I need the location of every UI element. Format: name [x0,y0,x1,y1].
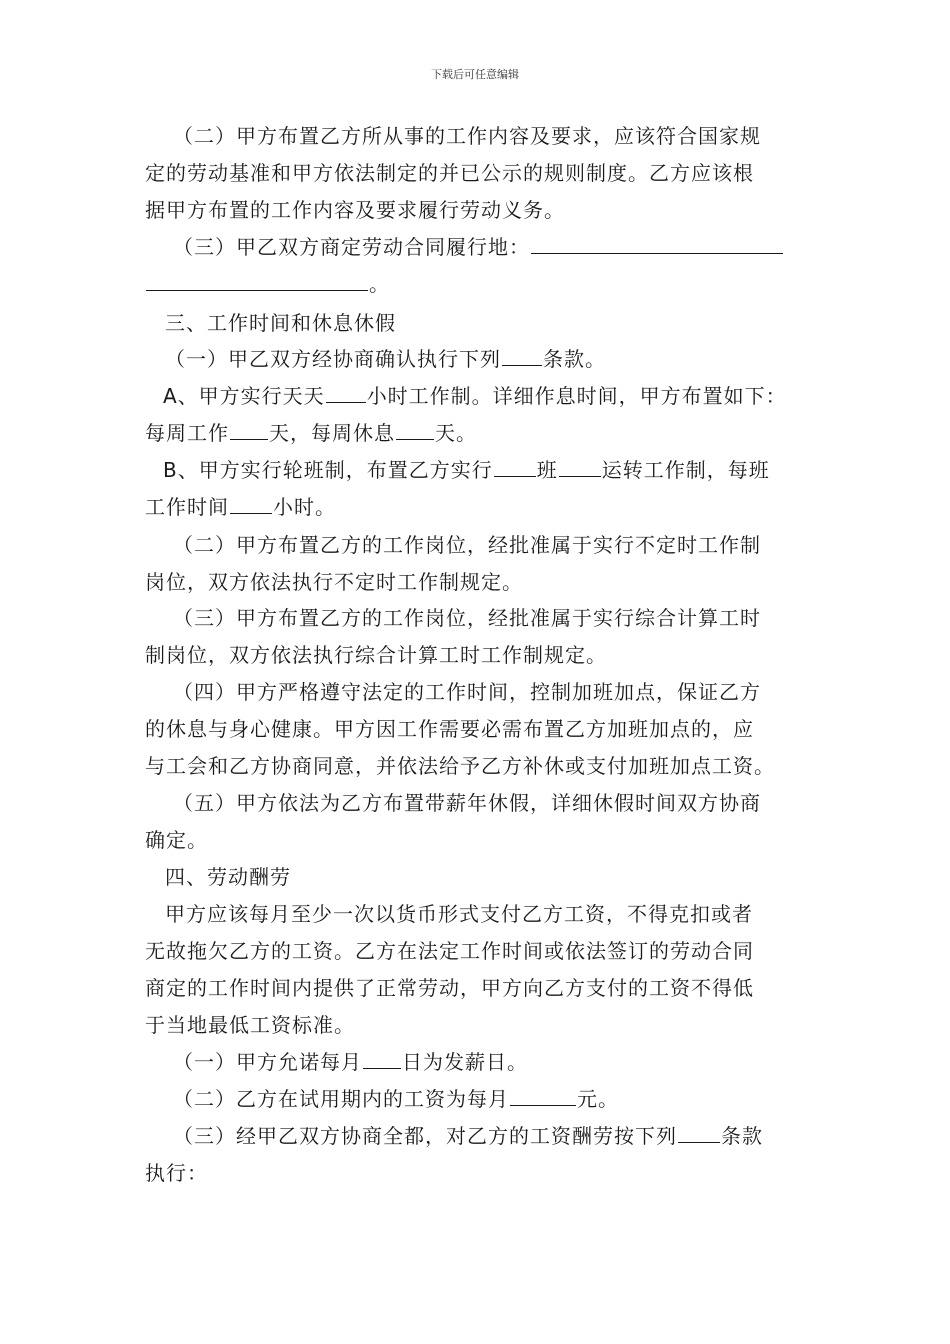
text: 甲方应该每月至少一次以货币形式支付乙方工资，不得克扣或者 [165,902,753,926]
fill-blank[interactable] [559,452,601,477]
paragraph-line [145,489,815,526]
text: 天，每周休息 [269,421,395,445]
text: 确定。 [145,828,208,852]
text: 据甲方布置的工作内容及要求履行劳动义务。 [145,198,565,222]
paragraph-line [145,1118,843,1155]
text: 岗位，双方依法执行不定时工作制规定。 [145,570,523,594]
text: （二）乙方在试用期内的工资为每月 [173,1087,509,1111]
paragraph-line [145,711,815,748]
paragraph-line [145,192,815,229]
text: 每周工作 [145,421,229,445]
fill-blank[interactable] [510,1081,576,1106]
paragraph-line [145,452,833,489]
fill-blank[interactable] [396,415,434,440]
text: 班 [536,458,558,482]
text: B、甲方实行轮班制，布置乙方实行 [163,458,493,482]
fill-blank[interactable] [678,1118,720,1143]
text: 条款 [721,1124,763,1148]
text: （二）甲方布置乙方所从事的工作内容及要求，应该符合国家规 [173,124,761,148]
text: 无故拖欠乙方的工资。乙方在法定工作时间或依法签订的劳动合同 [145,939,754,963]
text: 元。 [577,1087,619,1111]
text: 。 [369,272,390,296]
text: 小时。 [273,495,336,519]
paragraph-line [145,564,815,601]
paragraph-line [145,527,843,564]
text: 工作时间 [145,495,229,519]
text: 四、劳动酬劳 [165,865,291,889]
paragraph-line [145,1044,843,1081]
text: 于当地最低工资标准。 [145,1013,355,1037]
text: （三）甲方布置乙方的工作岗位，经批准属于实行综合计算工时 [173,606,761,630]
text: 天。 [435,421,477,445]
text: 小时工作制。详细作息时间，甲方布置如下： [366,384,787,408]
text: 运转工作制，每班 [601,458,770,482]
text: 三、工作时间和休息休假 [165,311,396,335]
section-heading [145,305,835,342]
paragraph-line [145,266,815,303]
paragraph-line [145,229,843,266]
page-header: 下载后可任意编辑 [431,68,519,81]
text: （一）甲方允诺每月 [173,1050,362,1074]
text: 制岗位，双方依法执行综合计算工时工作制规定。 [145,643,607,667]
fill-blank[interactable] [502,341,542,366]
text: （二）甲方布置乙方的工作岗位，经批准属于实行不定时工作制 [173,533,761,557]
paragraph-line [145,1007,815,1044]
paragraph-line [145,822,815,859]
paragraph-line [145,896,835,933]
text: （五）甲方依法为乙方布置带薪年休假，详细休假时间双方协商 [173,791,761,815]
paragraph-line [145,748,815,785]
paragraph-line [145,1081,843,1118]
text: （三）经甲乙双方协商全都，对乙方的工资酬劳按下列 [173,1124,677,1148]
text: （四）甲方严格遵守法定的工作时间，控制加班加点，保证乙方 [173,680,761,704]
fill-blank[interactable] [494,452,536,477]
paragraph-line [145,637,815,674]
paragraph-line [145,674,843,711]
text: 定的劳动基准和甲方依法制定的并已公示的规则制度。乙方应该根 [145,161,754,185]
text: 条款。 [543,347,606,371]
paragraph-line [145,933,815,970]
fill-blank[interactable] [531,229,783,254]
fill-blank[interactable] [326,378,366,403]
text: 执行： [145,1161,208,1185]
section-heading [145,859,835,896]
fill-blank[interactable] [230,415,268,440]
paragraph-line [145,415,815,452]
paragraph-line [145,118,843,155]
paragraph-line [145,341,835,378]
text: 日为发薪日。 [402,1050,528,1074]
paragraph-line [145,600,843,637]
paragraph-line [145,1155,815,1192]
text: （三）甲乙双方商定劳动合同履行地： [173,235,530,259]
paragraph-line [145,785,843,822]
text: A、甲方实行天天 [163,384,325,408]
paragraph-line [145,970,815,1007]
text: 的休息与身心健康。甲方因工作需要必需布置乙方加班加点的，应 [145,717,754,741]
paragraph-line [145,378,833,415]
text: （一）甲乙双方经协商确认执行下列 [165,347,501,371]
fill-blank[interactable] [363,1044,401,1069]
fill-blank[interactable] [230,489,272,514]
text: 商定的工作时间内提供了正常劳动，甲方向乙方支付的工资不得低 [145,976,754,1000]
paragraph-line [145,155,815,192]
fill-blank[interactable] [146,266,368,291]
text: 与工会和乙方协商同意，并依法给予乙方补休或支付加班加点工资。 [145,754,775,778]
